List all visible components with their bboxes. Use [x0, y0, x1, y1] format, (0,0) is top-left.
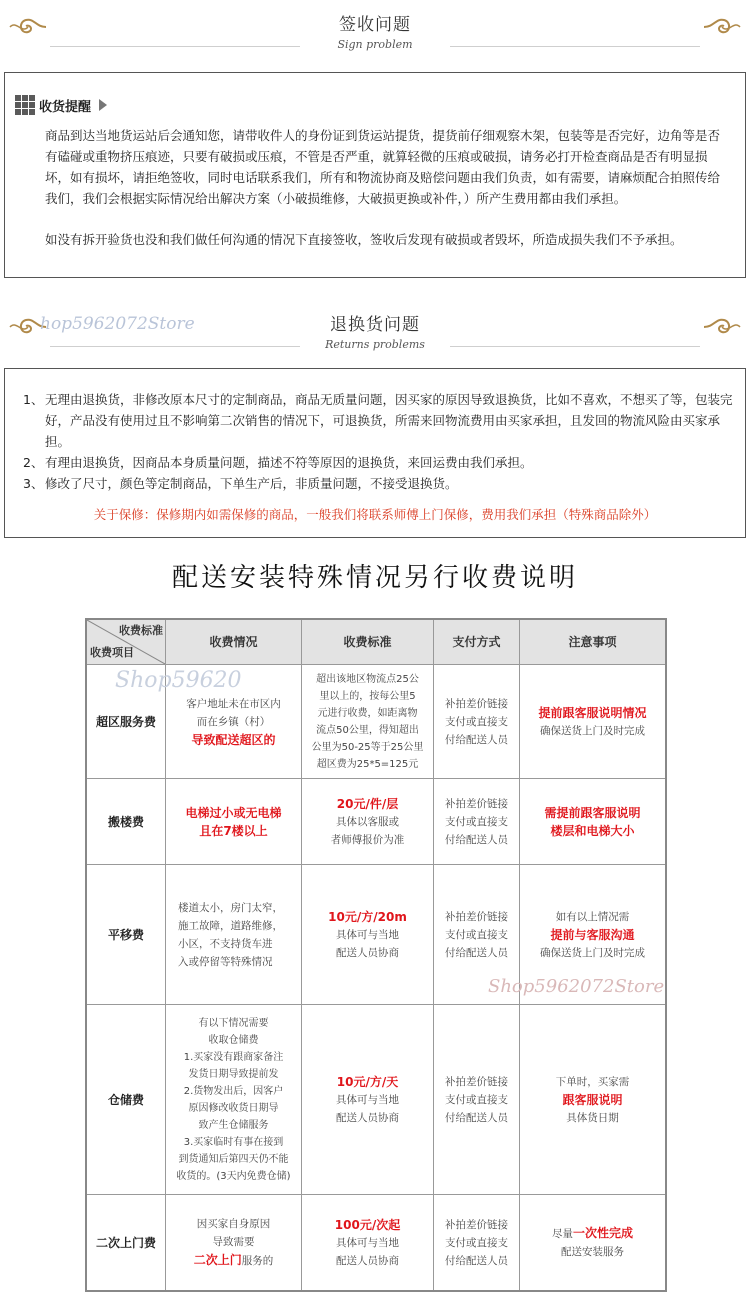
table-row — [87, 1004, 665, 1194]
cell-standard: 10元/方/天 具体可与当地 配送人员协商 — [301, 1005, 433, 1194]
corner-header-cell: 收费标准 收费项目 — [87, 620, 165, 664]
store-watermark: Shop59620 — [115, 668, 242, 693]
header-standard: 收费标准 — [301, 620, 433, 664]
header-payment: 支付方式 — [433, 620, 519, 664]
cell-payment: 补拍差价链接 支付或直接支 付给配送人员 — [433, 665, 519, 778]
fee-table — [85, 618, 667, 1292]
section-subtitle: Returns problems — [325, 338, 425, 351]
store-watermark: hop5962072Store — [40, 314, 195, 334]
remind-heading — [15, 95, 107, 115]
cell-standard: 10元/方/20m 具体可与当地 配送人员协商 — [301, 865, 433, 1004]
section-title: 退换货问题 — [330, 315, 420, 335]
cell-payment: 补拍差价链接 支付或直接支 付给配送人员 — [433, 1005, 519, 1194]
cell-situation: 客户地址未在市区内 而在乡镇（村） 导致配送超区的 — [165, 665, 301, 778]
row-name: 平移费 — [107, 927, 144, 942]
cell-notes: 下单时，买家需 跟客服说明 具体货日期 — [519, 1005, 665, 1194]
maintenance-note: 关于保修：保修期内如需保修的商品，一般我们将联系师傅上门保修，费用我们承担（特殊商品除外） — [93, 507, 657, 522]
row-name: 仓储费 — [107, 1092, 144, 1107]
cell-standard: 100元/次起 具体可与当地 配送人员协商 — [301, 1195, 433, 1290]
cell-notes: 需提前跟客服说明 楼层和电梯大小 — [519, 779, 665, 864]
row-name: 搬楼费 — [107, 814, 144, 829]
remind-label: 收货提醒 — [39, 99, 92, 115]
cell-situation: 电梯过小或无电梯 且在7楼以上 — [165, 779, 301, 864]
return-policy-list — [23, 389, 739, 494]
grid-icon — [15, 95, 35, 115]
cell-standard: 20元/件/层 具体以客服或 者师傅报价为准 — [301, 779, 433, 864]
section-title: 签收问题 — [339, 15, 411, 35]
table-header-row — [87, 620, 665, 664]
sign-section-header — [0, 0, 750, 60]
cell-payment: 补拍差价链接 支付或直接支 付给配送人员 — [433, 779, 519, 864]
table-row — [87, 1194, 665, 1290]
cell-notes: 尽量一次性完成 配送安装服务 — [519, 1195, 665, 1290]
sign-paragraph-2: 如没有拆开验货也没和我们做任何沟通的情况下直接签收，签收后发现有破损或者毁坏，所造成损失我们不予承担。 — [45, 232, 683, 247]
cell-notes: 提前跟客服说明情况 确保送货上门及时完成 — [519, 665, 665, 778]
header-situation: 收费情况 — [165, 620, 301, 664]
list-item: 3、 修改了尺寸，颜色等定制商品，下单生产后，非质量问题，不接受退换货。 — [23, 476, 458, 491]
cell-situation: 有以下情况需要 收取仓储费 1.买家没有跟商家备注 发货日期导致提前发 2.货物发出后，因客户 原因修改收货日期导 致产生仓储服务 3.买家临时有事在接到 到货通知后第四天仍不能 收货的。(3天内免费仓储) — [165, 1005, 301, 1194]
header-notes: 注意事项 — [519, 620, 665, 664]
cell-payment: 补拍差价链接 支付或直接支 付给配送人员 — [433, 1195, 519, 1290]
section-subtitle: Sign problem — [337, 38, 413, 51]
row-name: 超区服务费 — [95, 714, 156, 729]
return-section-header — [0, 300, 750, 360]
list-item: 2、 有理由退换货，因商品本身质量问题，描述不符等原因的退换货，来回运费由我们承担。 — [23, 455, 533, 470]
return-policy-box — [4, 368, 746, 538]
cell-situation: 因买家自身原因 导致需要 二次上门服务的 — [165, 1195, 301, 1290]
cell-notes: 如有以上情况需 提前与客服沟通 确保送货上门及时完成 — [519, 865, 665, 1004]
sign-notice-box — [4, 72, 746, 278]
row-name: 二次上门费 — [95, 1235, 156, 1250]
cell-payment: 补拍差价链接 支付或直接支 付给配送人员 — [433, 865, 519, 1004]
table-row — [87, 778, 665, 864]
cell-situation: 楼道太小，房门太窄， 施工故障，道路维修， 小区，不支持货车进 入或停留等特殊情况 — [165, 865, 301, 1004]
list-item: 1、 无理由退换货，非修改原本尺寸的定制商品，商品无质量问题，因买家的原因导致退换货，比如不喜欢，不想买了等，包装完好，产品没有使用过且不影响第二次销售的情况下，可退换货，所需来回物流费用由买家承担，且发回的物流风险由买家承担。 — [23, 392, 733, 449]
triangle-right-icon — [99, 99, 107, 111]
fee-title: 配送安装特殊情况另行收费说明 — [171, 563, 578, 593]
cell-standard: 超出该地区物流点25公 里以上的，按每公里5 元进行收费，如距离物 流点50公里，得知超出 公里为50-25等于25公里 超区费为25*5=125元 — [301, 665, 433, 778]
sign-paragraph-1: 商品到达当地货运站后会通知您，请带收件人的身份证到货运站提货，提货前仔细观察木架，包装等是否完好，边角等是否有磕碰或重物挤压痕迹，只要有破损或压痕，不管是否严重，就算轻微的压痕或破损，请务必打开检查商品是否有明显损坏，如有损坏，请拒绝签收，同时电话联系我们，所有和物流协商及赔偿问题由我们负责，如有需要，请麻烦配合拍照传给我们，我们会根据实际情况给出解决方案（小破损维修，大破损更换或补件，）所产生费用都由我们承担。 — [45, 128, 721, 206]
store-watermark: Shop5962072Store — [488, 976, 665, 997]
